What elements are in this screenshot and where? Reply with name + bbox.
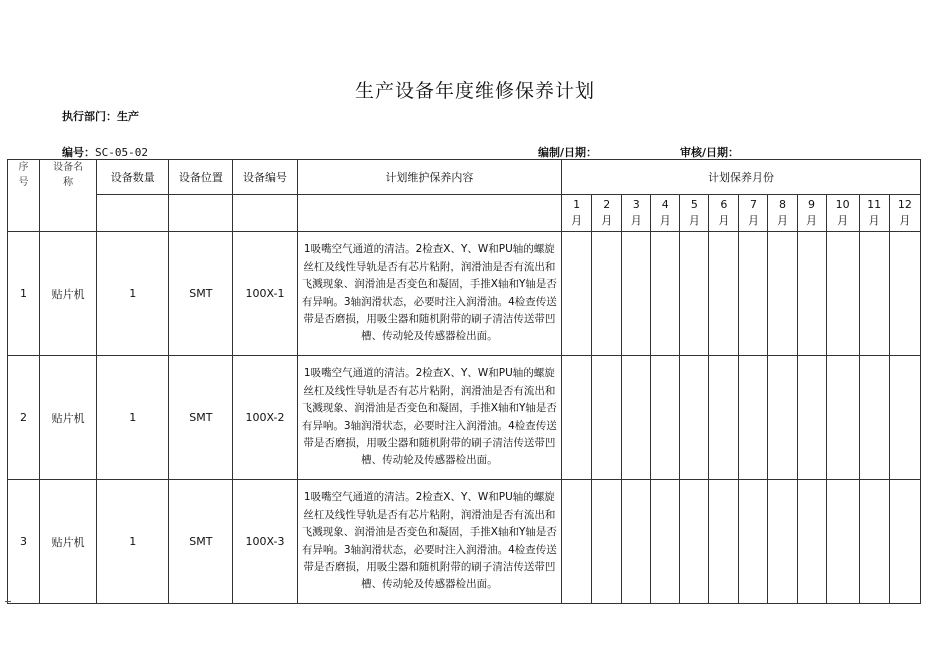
- table-header-row: [8, 160, 921, 195]
- row-equipment-number: 100X-1: [233, 232, 297, 356]
- month-cell-12[interactable]: [889, 480, 920, 604]
- month-cell-9[interactable]: [797, 356, 826, 480]
- month-cell-5[interactable]: [680, 356, 709, 480]
- month-unit: 月: [630, 214, 642, 227]
- blank-cell: [169, 195, 233, 232]
- month-number: 6: [720, 198, 728, 211]
- month-number: 10: [835, 198, 850, 211]
- month-number: 2: [603, 198, 611, 211]
- month-cell-6[interactable]: [709, 480, 739, 604]
- month-cell-10[interactable]: [826, 356, 859, 480]
- month-cell-8[interactable]: [768, 356, 797, 480]
- month-header-7: [739, 195, 768, 232]
- header-location: 设备位置: [169, 160, 233, 195]
- month-header-5: [680, 195, 709, 232]
- blank-cell: [297, 195, 562, 232]
- code-label: 编号：: [62, 146, 95, 159]
- table-row: [8, 480, 921, 604]
- month-cell-11[interactable]: [859, 480, 889, 604]
- department-label: 执行部门：生产: [62, 110, 139, 123]
- header-months: 计划保养月份: [562, 160, 921, 195]
- maintenance-plan-table: [7, 159, 921, 604]
- month-number: 9: [808, 198, 816, 211]
- month-cell-1[interactable]: [562, 480, 592, 604]
- row-quantity: 1: [97, 480, 169, 604]
- table-row: [8, 356, 921, 480]
- month-cell-2[interactable]: [592, 480, 622, 604]
- month-cell-7[interactable]: [739, 356, 768, 480]
- month-cell-3[interactable]: [622, 480, 651, 604]
- month-cell-11[interactable]: [859, 232, 889, 356]
- month-unit: 月: [747, 214, 759, 227]
- row-equipment-name: 贴片机: [40, 480, 97, 604]
- month-cell-9[interactable]: [797, 232, 826, 356]
- month-cell-5[interactable]: [680, 232, 709, 356]
- month-cell-8[interactable]: [768, 232, 797, 356]
- row-seq: 2: [8, 356, 40, 480]
- row-equipment-name: 贴片机: [40, 356, 97, 480]
- month-cell-3[interactable]: [622, 356, 651, 480]
- month-header-10: [826, 195, 859, 232]
- month-header-11: [859, 195, 889, 232]
- month-header-9: [797, 195, 826, 232]
- month-unit: 月: [899, 214, 911, 227]
- month-cell-6[interactable]: [709, 356, 739, 480]
- month-cell-12[interactable]: [889, 356, 920, 480]
- month-number: 4: [661, 198, 669, 211]
- reviewed-date-label: 审核/日期：: [680, 146, 740, 159]
- header-content: 计划维护保养内容: [297, 160, 562, 195]
- month-cell-10[interactable]: [826, 480, 859, 604]
- row-location: SMT: [169, 480, 233, 604]
- month-number: 12: [897, 198, 912, 211]
- month-header-row: [8, 195, 921, 232]
- month-number: 8: [779, 198, 786, 211]
- month-unit: 月: [601, 214, 613, 227]
- month-cell-7[interactable]: [739, 480, 768, 604]
- page-edge-mark: [5, 601, 11, 602]
- month-number: 3: [632, 198, 640, 211]
- document-code: [62, 144, 148, 160]
- month-unit: 月: [571, 214, 583, 227]
- month-unit: 月: [688, 214, 700, 227]
- row-content: 1吸嘴空气通道的清洁。2检查X、Y、W和PU轴的螺旋丝杠及线性导轨是否有芯片粘附，润滑油是否有流出和飞溅现象、润滑油是否变色和凝固，手推X轴和Y轴是否有异响。3轴润滑状态，必要时注入润滑油。4检查传送带是否磨损，用吸尘器和随机附带的刷子清洁传送带凹槽、传动轮及传感器检出面。: [297, 480, 562, 604]
- row-location: SMT: [169, 356, 233, 480]
- month-cell-2[interactable]: [592, 356, 622, 480]
- row-content: 1吸嘴空气通道的清洁。2检查X、Y、W和PU轴的螺旋丝杠及线性导轨是否有芯片粘附，润滑油是否有流出和飞溅现象、润滑油是否变色和凝固，手推X轴和Y轴是否有异响。3轴润滑状态，必要时注入润滑油。4检查传送带是否磨损，用吸尘器和随机附带的刷子清洁传送带凹槽、传动轮及传感器检出面。: [297, 232, 562, 356]
- month-header-4: [651, 195, 680, 232]
- row-equipment-number: 100X-2: [233, 356, 297, 480]
- month-cell-6[interactable]: [709, 232, 739, 356]
- row-content: 1吸嘴空气通道的清洁。2检查X、Y、W和PU轴的螺旋丝杠及线性导轨是否有芯片粘附，润滑油是否有流出和飞溅现象、润滑油是否变色和凝固，手推X轴和Y轴是否有异响。3轴润滑状态，必要时注入润滑油。4检查传送带是否磨损，用吸尘器和随机附带的刷子清洁传送带凹槽、传动轮及传感器检出面。: [297, 356, 562, 480]
- month-header-8: [768, 195, 797, 232]
- prepared-date-label: 编制/日期：: [538, 146, 598, 159]
- month-cell-1[interactable]: [562, 232, 592, 356]
- row-seq: 3: [8, 480, 40, 604]
- header-equipment-number: 设备编号: [233, 160, 297, 195]
- month-unit: 月: [777, 214, 788, 227]
- month-header-1: [562, 195, 592, 232]
- month-cell-4[interactable]: [651, 356, 680, 480]
- row-seq: 1: [8, 232, 40, 356]
- month-header-2: [592, 195, 622, 232]
- month-cell-2[interactable]: [592, 232, 622, 356]
- month-cell-8[interactable]: [768, 480, 797, 604]
- month-cell-4[interactable]: [651, 480, 680, 604]
- month-cell-11[interactable]: [859, 356, 889, 480]
- table-row: [8, 232, 921, 356]
- month-number: 5: [690, 198, 698, 211]
- month-header-6: [709, 195, 739, 232]
- month-unit: 月: [868, 214, 880, 227]
- month-cell-5[interactable]: [680, 480, 709, 604]
- month-header-12: [889, 195, 920, 232]
- month-cell-10[interactable]: [826, 232, 859, 356]
- blank-cell: [97, 195, 169, 232]
- row-location: SMT: [169, 232, 233, 356]
- month-header-3: [622, 195, 651, 232]
- month-unit: 月: [837, 214, 849, 227]
- month-number: 7: [749, 198, 757, 211]
- row-quantity: 1: [97, 232, 169, 356]
- row-equipment-name: 贴片机: [40, 232, 97, 356]
- month-cell-9[interactable]: [797, 480, 826, 604]
- month-cell-1[interactable]: [562, 356, 592, 480]
- month-unit: 月: [806, 214, 818, 227]
- month-number: 11: [867, 198, 882, 211]
- row-quantity: 1: [97, 356, 169, 480]
- document-title: 生产设备年度维修保养计划: [354, 80, 595, 102]
- code-value: SC-05-02: [95, 146, 148, 159]
- month-unit: 月: [659, 214, 671, 227]
- header-equipment-name: 设备名 称: [40, 160, 97, 232]
- blank-cell: [233, 195, 297, 232]
- month-cell-12[interactable]: [889, 232, 920, 356]
- month-unit: 月: [718, 214, 730, 227]
- month-cell-7[interactable]: [739, 232, 768, 356]
- row-equipment-number: 100X-3: [233, 480, 297, 604]
- month-cell-3[interactable]: [622, 232, 651, 356]
- month-cell-4[interactable]: [651, 232, 680, 356]
- month-number: 1: [573, 198, 581, 211]
- header-quantity: 设备数量: [97, 160, 169, 195]
- header-seq: 序 号: [8, 160, 40, 232]
